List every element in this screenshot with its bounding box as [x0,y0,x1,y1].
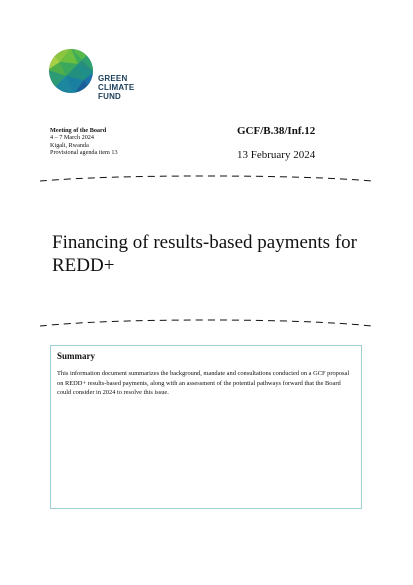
gcf-logo [48,48,148,108]
document-date: 13 February 2024 [237,149,316,161]
meeting-heading: Meeting of the Board [50,127,107,134]
top-divider [40,174,372,184]
logo-line-fund: FUND [98,92,122,101]
summary-heading: Summary [57,351,95,361]
document-title: Financing of results-based payments for REDD+ [52,232,357,276]
meeting-dates: 4 – 7 March 2024 [50,134,94,142]
logo-line-climate: CLIMATE [98,83,135,92]
meeting-info [50,127,118,156]
meeting-agenda: Provisional agenda item 13 [50,148,118,156]
globe-icon [48,48,94,94]
document-number: GCF/B.38/Inf.12 [237,125,316,137]
logo-wordmark [98,74,134,101]
meeting-location: Kigali, Rwanda [50,141,89,149]
logo-line-green: GREEN [98,74,128,83]
summary-text: This information document summarizes the background, mandate and consultations conducted on a GCF proposal on REDD+ results-based payments, along with an assessment of the potential pathways forward that the Board could consider in 2024 to resolve this issue. [57,370,350,396]
bottom-divider [40,318,372,328]
summary-box [50,345,362,509]
